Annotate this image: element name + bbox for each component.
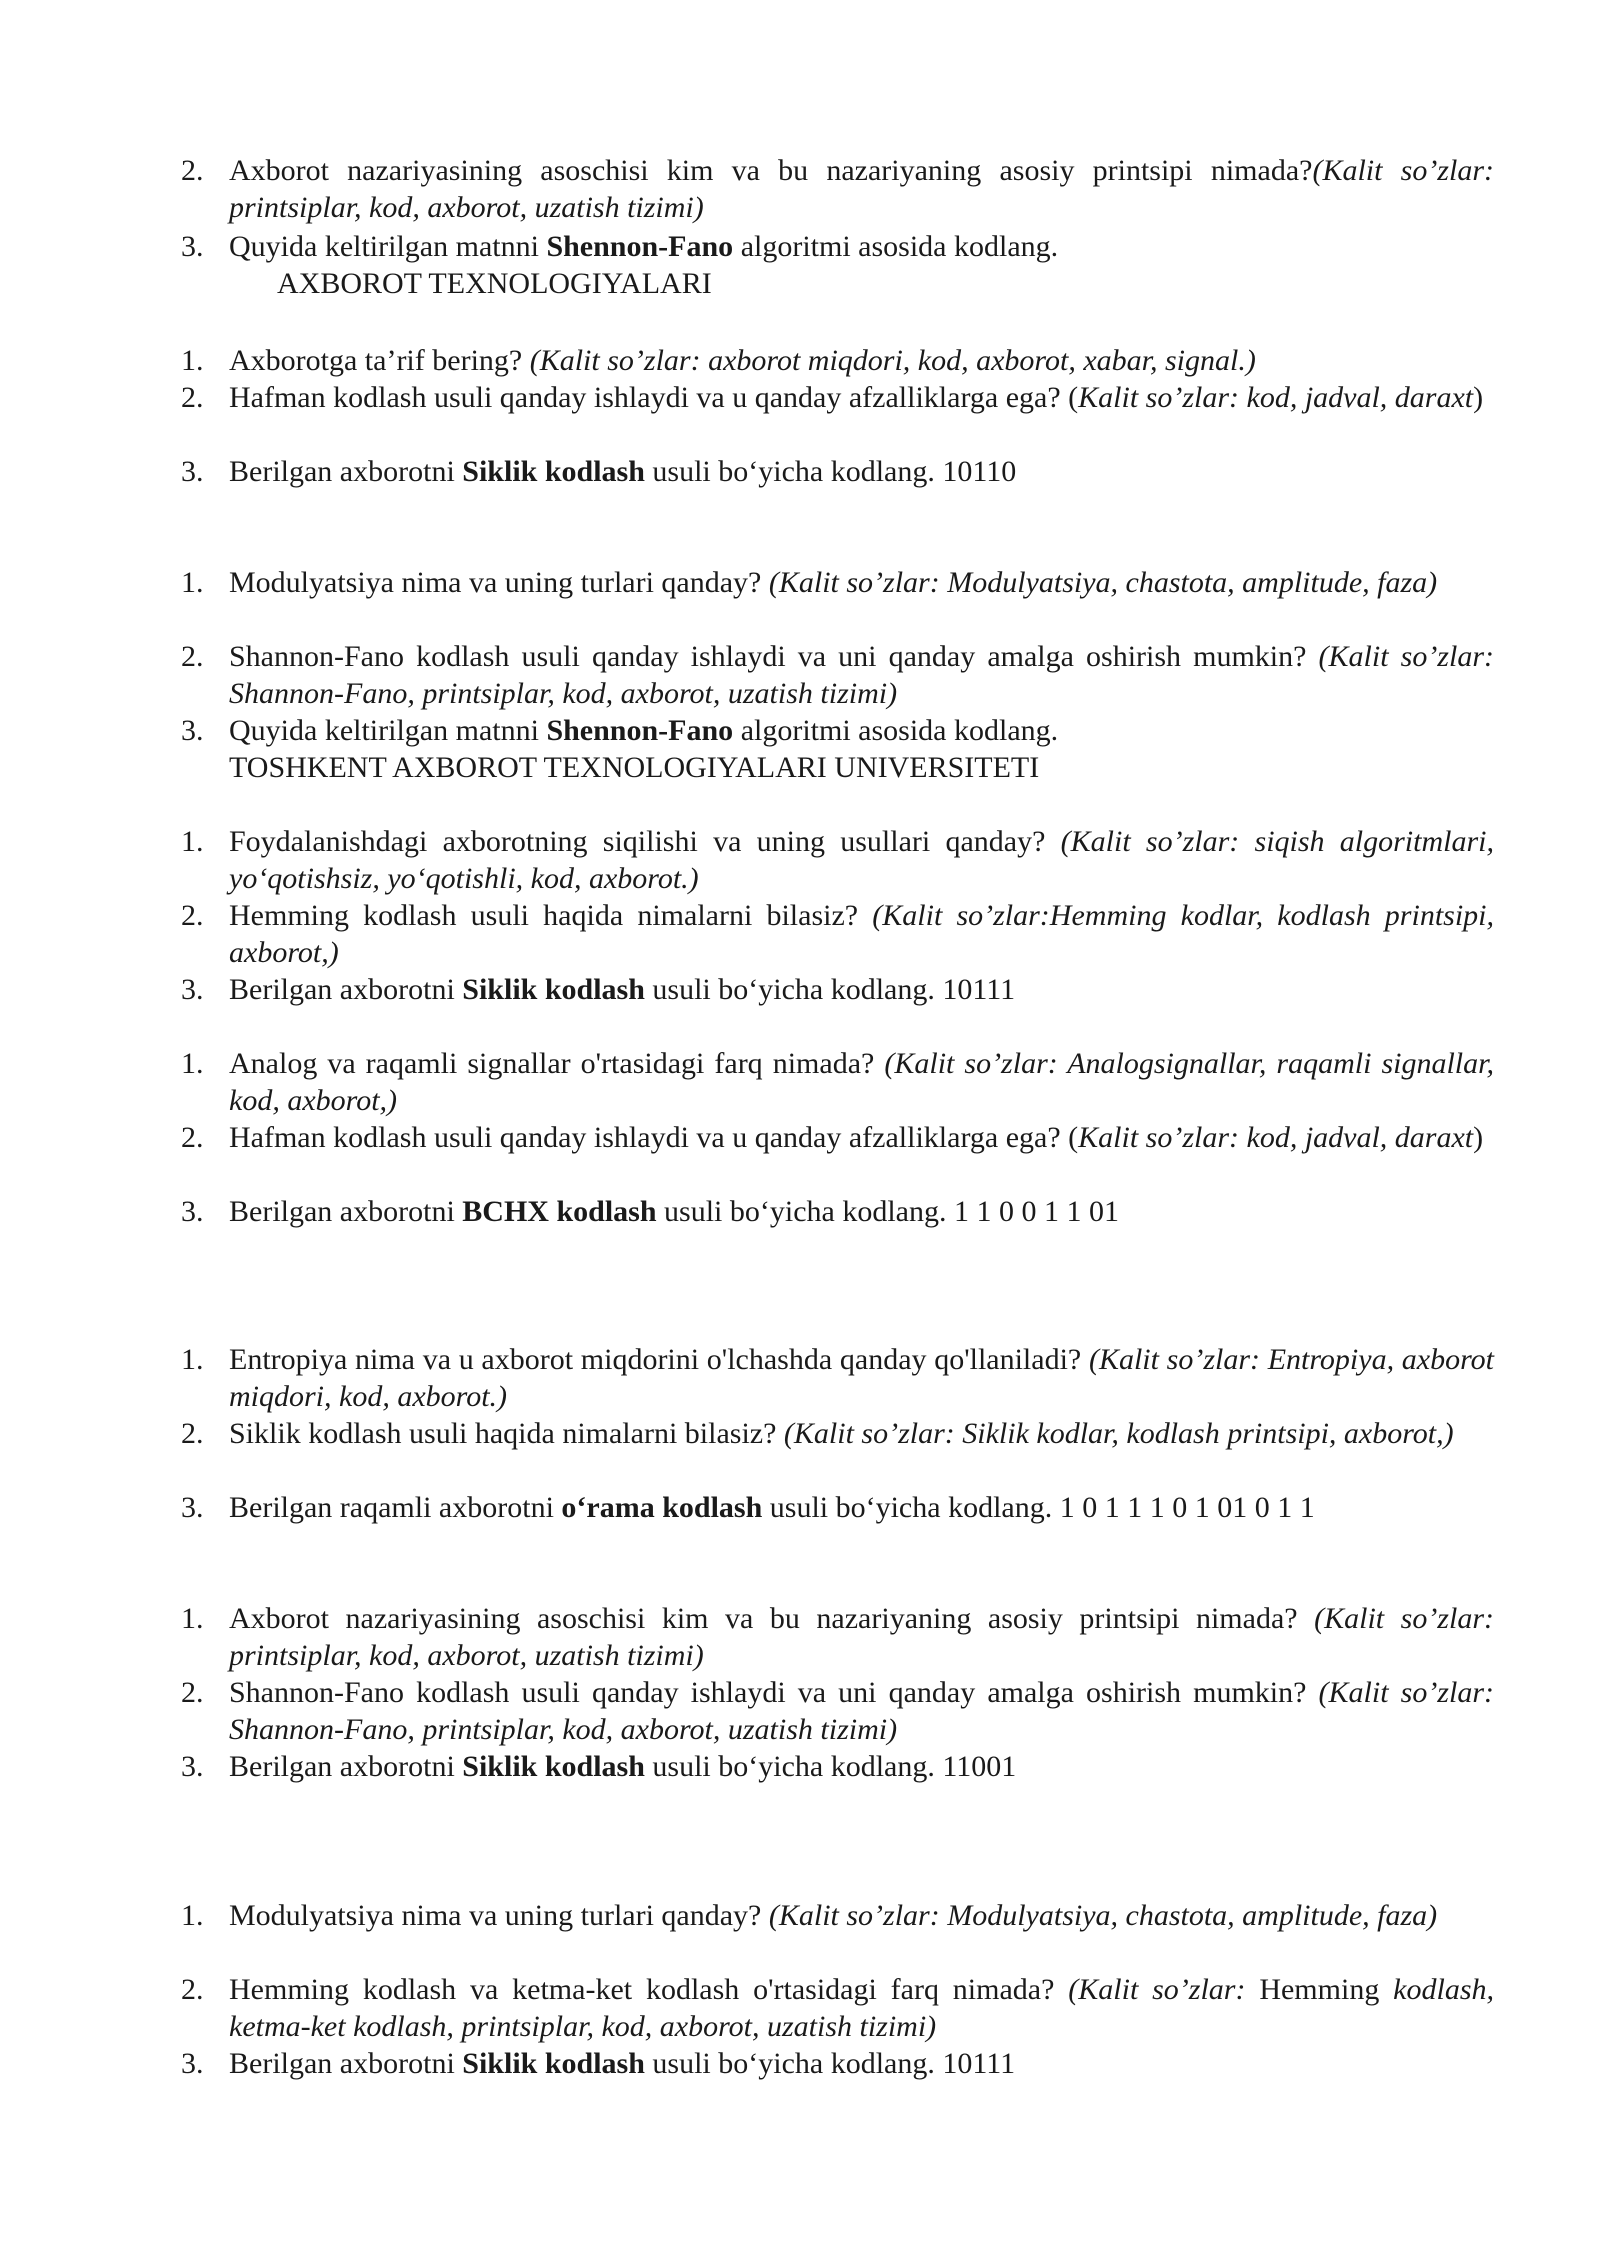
- question-text: Berilgan axborotni: [229, 1195, 463, 1228]
- keywords-text: (Kalit so’zlar: Shannon-Fano, printsiplar, kod, axborot, uzatish tizimi): [229, 640, 1494, 710]
- keywords-text: (Kalit so’zlar: Siklik kodlar, kodlash printsipi, axborot,): [783, 1417, 1454, 1450]
- list-item: [181, 564, 1494, 601]
- list-item: [181, 1489, 1494, 1526]
- list-number: 2.: [181, 154, 204, 187]
- question-text: Shannon-Fano kodlash usuli qanday ishlaydi va uni qanday amalga oshirish mumkin?: [229, 1676, 1319, 1709]
- bold-term: BCHX kodlash: [462, 1195, 657, 1228]
- keywords-text: (Kalit so’zlar: printsiplar, kod, axborot, uzatish tizimi): [229, 154, 1494, 224]
- question-text: Foydalanishdagi axborotning siqilishi va uning usullari qanday?: [229, 825, 1061, 858]
- list-item: [181, 1045, 1494, 1119]
- list-number: 2.: [181, 1973, 204, 2006]
- list-item: [181, 342, 1494, 379]
- list-number: 1.: [181, 1047, 204, 1080]
- list-number: 2.: [181, 1121, 204, 1154]
- question-text-tail: algoritmi asosida kodlang.: [733, 230, 1059, 263]
- question-text-tail: usuli bo‘yicha kodlang. 10111: [644, 2047, 1016, 2080]
- question-text: Hemming kodlash usuli haqida nimalarni bilasiz?: [229, 899, 873, 932]
- list-item: [181, 228, 1494, 265]
- question-text: Hemming kodlash va ketma-ket kodlash o'rtasidagi farq nimada?: [229, 1973, 1069, 2006]
- list-item: [181, 971, 1494, 1008]
- list-number: 2.: [181, 640, 204, 673]
- question-text: Quyida keltirilgan matnni: [229, 230, 547, 263]
- list-item: [181, 638, 1494, 712]
- question-text: Modulyatsiya nima va uning turlari qanday?: [229, 566, 769, 599]
- list-number: 1.: [181, 1899, 204, 1932]
- question-text: Quyida keltirilgan matnni: [229, 714, 547, 747]
- question-text-tail: usuli bo‘yicha kodlang. 1 1 0 0 1 1 01: [656, 1195, 1119, 1228]
- list-item: [181, 1674, 1494, 1748]
- keywords-text: (Kalit so’zlar:: [1068, 1973, 1260, 2006]
- question-text-tail: usuli bo‘yicha kodlang. 1 0 1 1 1 0 1 01 0 1 1: [762, 1491, 1315, 1524]
- list-item: [181, 152, 1494, 226]
- question-text-tail: ): [1473, 381, 1484, 414]
- list-item: [181, 1193, 1494, 1230]
- list-number: 3.: [181, 1195, 204, 1228]
- bold-term: Siklik kodlash: [462, 1750, 645, 1783]
- list-number: 3.: [181, 2047, 204, 2080]
- bold-term: Shennon-Fano: [546, 230, 734, 263]
- list-item: [181, 1897, 1494, 1934]
- keywords-text: (Kalit so’zlar: Modulyatsiya, chastota, amplitude, faza): [768, 566, 1438, 599]
- question-text: Berilgan axborotni: [229, 2047, 463, 2080]
- question-text: Hafman kodlash usuli qanday ishlaydi va u qanday afzalliklarga ega? (: [229, 381, 1079, 414]
- list-number: 3.: [181, 714, 204, 747]
- list-number: 1.: [181, 825, 204, 858]
- keywords-text: (Kalit so’zlar: Entropiya, axborot miqdori, kod, axborot.): [229, 1343, 1494, 1413]
- question-text: Modulyatsiya nima va uning turlari qanday?: [229, 1899, 769, 1932]
- list-number: 3.: [181, 1491, 204, 1524]
- list-item: [181, 2045, 1494, 2082]
- keywords-text: (Kalit so’zlar: axborot miqdori, kod, axborot, xabar, signal.): [529, 344, 1256, 377]
- list-number: 3.: [181, 230, 204, 263]
- keywords-text: Kalit so’zlar: kod, jadval, daraxt: [1078, 1121, 1474, 1154]
- keywords-text: (Kalit so’zlar: siqish algoritmlari, yo‘qotishsiz, yo‘qotishli, kod, axborot.): [229, 825, 1494, 895]
- list-item: [181, 1341, 1494, 1415]
- list-item: [181, 453, 1494, 490]
- list-item: [181, 1748, 1494, 1785]
- list-number: 2.: [181, 899, 204, 932]
- question-text-tail: Hemming: [1259, 1973, 1380, 2006]
- list-item: [181, 1119, 1494, 1156]
- question-text: Entropiya nima va u axborot miqdorini o'lchashda qanday qo'llaniladi?: [229, 1343, 1089, 1376]
- list-item: [181, 823, 1494, 897]
- question-text: Berilgan axborotni: [229, 973, 463, 1006]
- text-to-encode: TOSHKENT AXBOROT TEXNOLOGIYALARI UNIVERSITETI: [229, 751, 1040, 784]
- list-number: 1.: [181, 1602, 204, 1635]
- question-text: Siklik kodlash usuli haqida nimalarni bilasiz?: [229, 1417, 784, 1450]
- keywords-text: (Kalit so’zlar: Modulyatsiya, chastota, amplitude, faza): [768, 1899, 1438, 1932]
- question-text: Axborot nazariyasining asoschisi kim va bu nazariyaning asosiy printsipi nimada?: [229, 154, 1313, 187]
- question-text: Shannon-Fano kodlash usuli qanday ishlaydi va uni qanday amalga oshirish mumkin?: [229, 640, 1319, 673]
- question-text-tail: usuli bo‘yicha kodlang. 10110: [644, 455, 1017, 488]
- list-number: 2.: [181, 381, 204, 414]
- bold-term: Siklik kodlash: [462, 2047, 645, 2080]
- list-number: 3.: [181, 1750, 204, 1783]
- bold-term: Siklik kodlash: [462, 455, 645, 488]
- list-item: [181, 712, 1494, 749]
- question-text: Axborotga ta’rif bering?: [229, 344, 530, 377]
- question-text: Berilgan axborotni: [229, 1750, 463, 1783]
- list-number: 3.: [181, 973, 204, 1006]
- list-item: [181, 897, 1494, 971]
- list-number: 1.: [181, 566, 204, 599]
- keywords-text: (Kalit so’zlar:Hemming kodlar, kodlash printsipi, axborot,): [229, 899, 1494, 969]
- list-item: [181, 1415, 1494, 1452]
- keywords-text: Kalit so’zlar: kod, jadval, daraxt: [1078, 381, 1474, 414]
- question-text-tail: usuli bo‘yicha kodlang. 10111: [644, 973, 1016, 1006]
- list-number: 3.: [181, 455, 204, 488]
- bold-term: Siklik kodlash: [462, 973, 645, 1006]
- question-text-tail: ): [1473, 1121, 1484, 1154]
- list-number: 2.: [181, 1676, 204, 1709]
- list-number: 1.: [181, 1343, 204, 1376]
- question-text: Berilgan axborotni: [229, 455, 463, 488]
- text-to-encode: AXBOROT TEXNOLOGIYALARI: [277, 267, 712, 300]
- list-number: 2.: [181, 1417, 204, 1450]
- list-number: 1.: [181, 344, 204, 377]
- bold-term: o‘rama kodlash: [561, 1491, 763, 1524]
- question-text-tail: algoritmi asosida kodlang.: [733, 714, 1059, 747]
- keywords-text: (Kalit so’zlar: Analogsignallar, raqamli signallar, kod, axborot,): [229, 1047, 1494, 1117]
- question-text: Berilgan raqamli axborotni: [229, 1491, 562, 1524]
- question-text: Axborot nazariyasining asoschisi kim va bu nazariyaning asosiy printsipi nimada?: [229, 1602, 1315, 1635]
- bold-term: Shennon-Fano: [546, 714, 734, 747]
- question-text: Analog va raqamli signallar o'rtasidagi farq nimada?: [229, 1047, 885, 1080]
- keywords-text-tail: kodlash, ketma-ket kodlash, printsiplar, kod, axborot, uzatish tizimi): [229, 1973, 1494, 2043]
- keywords-text: (Kalit so’zlar: printsiplar, kod, axborot, uzatish tizimi): [229, 1602, 1494, 1672]
- list-item: [181, 1971, 1494, 2045]
- list-item: [181, 1600, 1494, 1674]
- list-item: [181, 379, 1494, 416]
- question-text-tail: usuli bo‘yicha kodlang. 11001: [644, 1750, 1017, 1783]
- question-text: Hafman kodlash usuli qanday ishlaydi va u qanday afzalliklarga ega? (: [229, 1121, 1079, 1154]
- keywords-text: (Kalit so’zlar: Shannon-Fano, printsiplar, kod, axborot, uzatish tizimi): [229, 1676, 1494, 1746]
